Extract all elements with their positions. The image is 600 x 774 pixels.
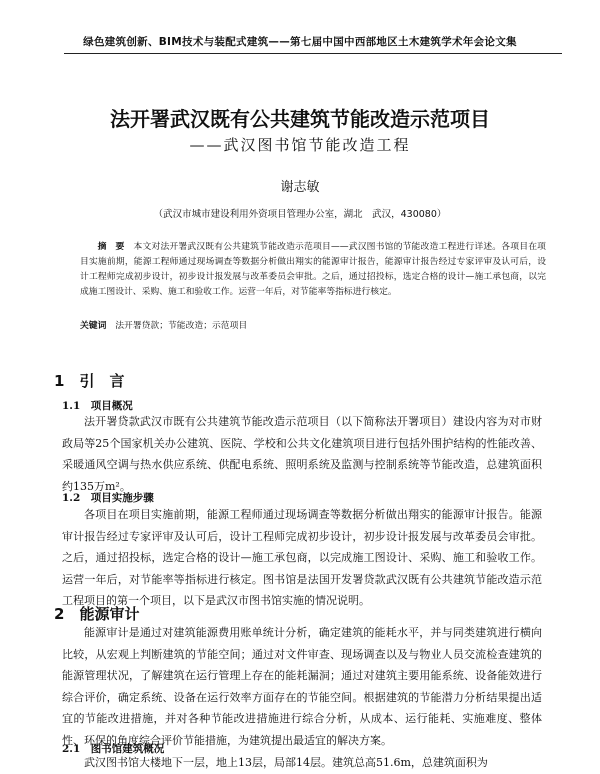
- section-heading-1: [54, 370, 124, 391]
- paragraph-2: 能源审计是通过对建筑能源费用账单统计分析，确定建筑的能耗水平，并与同类建筑进行横向比较，从宏观上判断建筑的节能空间；通过对文件审查、现场调查以及与物业人员交流检查建筑的能源管理状况，了解建筑在运行管理上存在的能耗漏洞；通过对建筑主要用能系统、设备能效进行综合评价，确定系统、设备在运行效率方面存在的节能空间。根据建筑的节能潜力分析结果提出适宜的节能改进措施，并对各种节能改进措施进行综合分析，从成本、运行能耗、实施难度、整体性、环保的角度综合评价节能措施，为建筑提出最适宜的解决方案。: [62, 626, 542, 747]
- author-affiliation: （武汉市城市建设利用外资项目管理办公室，湖北 武汉，430080）: [153, 209, 447, 220]
- subsection-heading-1-2: 1.2 项目实施步骤: [62, 492, 154, 504]
- section-title: 能源审计: [79, 605, 140, 623]
- section-title: 引 言: [79, 372, 125, 390]
- paragraph-1-1: 法开署贷款武汉市既有公共建筑节能改造示范项目（以下简称法开署项目）建设内容为对市财政局等25个国家机关办公建筑、医院、学校和公共文化建筑项目进行包括外围护结构的性能改善、采暖通风空调与热水供应系统、供配电系统、照明系统及监测与控制系统等节能改造，总建筑面积约135万m²。: [62, 415, 542, 493]
- section-number: 2: [54, 605, 65, 623]
- section-number: 1: [54, 372, 65, 390]
- paper-title: 法开署武汉既有公共建筑节能改造示范项目: [110, 107, 490, 131]
- paper-subtitle: ——武汉图书馆节能改造工程: [189, 136, 411, 154]
- paragraph-2-1: 武汉图书馆大楼地下一层，地上13层，局部14层。建筑总高51.6m，总建筑面积为: [84, 756, 488, 769]
- keywords: [80, 319, 546, 334]
- subsection-heading-2-1: 2.1 图书馆建筑概况: [62, 743, 165, 755]
- abstract-label: 摘 要: [97, 242, 125, 252]
- running-header: 绿色建筑创新、BIM技术与装配式建筑——第七届中国中西部地区土木建筑学术年会论文集: [83, 36, 517, 48]
- subsection-heading-1-1: 1.1 项目概况: [62, 400, 133, 412]
- paragraph-1-2: 各项目在项目实施前期，能源工程师通过现场调查等数据分析做出翔实的能源审计报告。能源审计报告经过专家评审及认可后，设计工程师完成初步设计，初步设计报发展与改革委员会审批。之后，通过招投标，选定合格的设计—施工承包商，以完成施工图设计、采购、施工和验收工作。运营一年后，对节能率等指标进行核定。图书馆是法国开发署贷款武汉既有公共建筑节能改造示范工程项目的第一个项目，以下是武汉市图书馆实施的情况说明。: [62, 508, 542, 607]
- header-rule: [64, 53, 562, 54]
- author-name: 谢志敏: [280, 180, 320, 195]
- keywords-text: 法开署贷款；节能改造；示范项目: [115, 321, 248, 331]
- abstract-text: 本文对法开署武汉既有公共建筑节能改造示范项目——武汉图书馆的节能改造工程进行详述。各项目在项目实施前期，能源工程师通过现场调查等数据分析做出翔实的能源审计报告，能源审计报告经过专家评审及认可后，设计工程师完成初步设计，初步设计报发展与改革委员会审批。之后，通过招投标，选定合格的设计—施工承包商，以完成施工图设计、采购、施工和验收工作。运营一年后，对节能率等指标进行核定。: [80, 242, 546, 297]
- abstract: [80, 240, 546, 300]
- section-heading-2: [54, 603, 139, 624]
- keywords-label: 关键词: [80, 321, 107, 331]
